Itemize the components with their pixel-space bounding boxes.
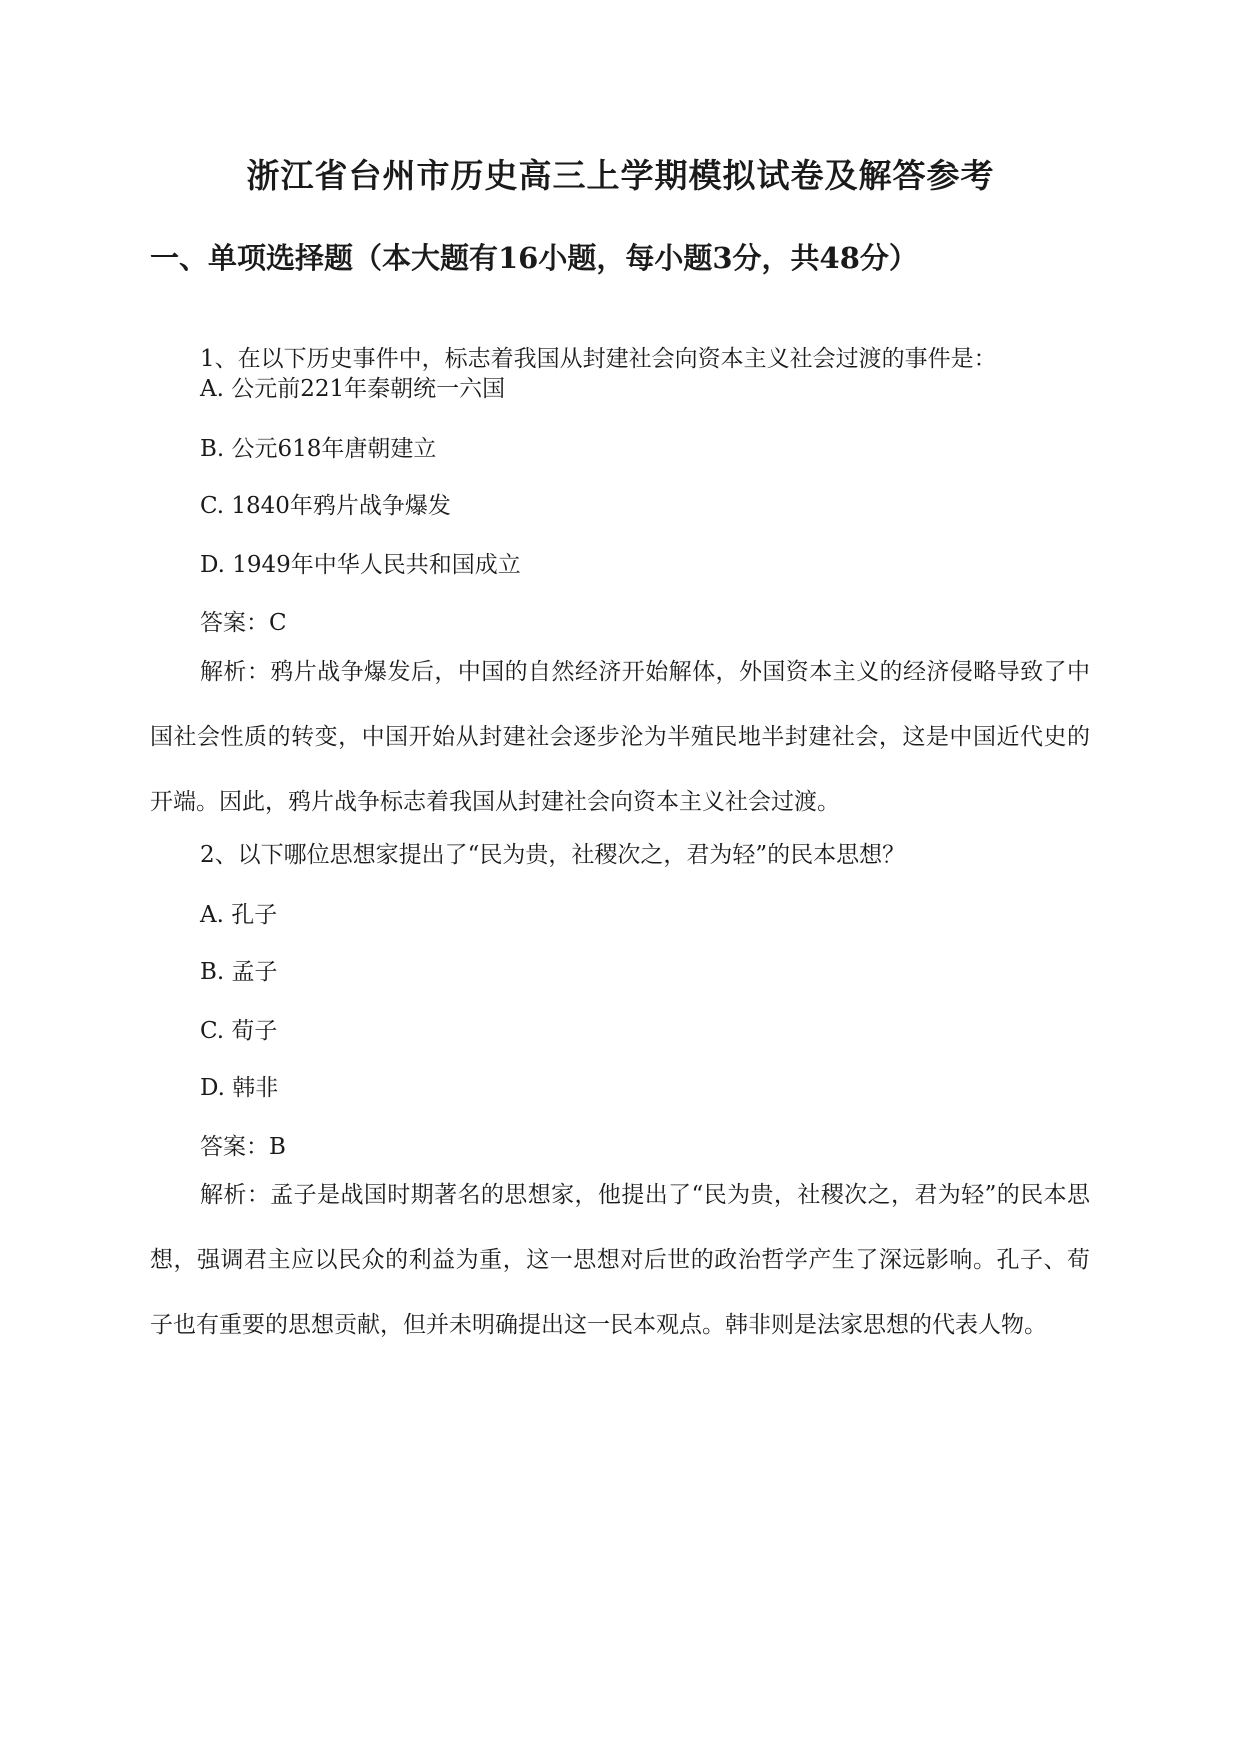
- question-2-option-c: C. 荀子: [200, 1018, 278, 1044]
- document-title: 浙江省台州市历史高三上学期模拟试卷及解答参考: [246, 156, 995, 195]
- question-1-explanation: 解析：鸦片战争爆发后，中国的自然经济开始解体，外国资本主义的经济侵略导致了中国社会性质的转变，中国开始从封建社会逐步沦为半殖民地半封建社会，这是中国近代史的开端。因此，鸦片战争标志着我国从封建社会向资本主义社会过渡。: [150, 659, 1090, 815]
- question-2-stem: 2、以下哪位思想家提出了“民为贵，社稷次之，君为轻”的民本思想？: [200, 842, 906, 868]
- question-2-option-a: A. 孔子: [200, 902, 278, 928]
- question-2-explanation: 解析：孟子是战国时期著名的思想家，他提出了“民为贵，社稷次之，君为轻”的民本思想，强调君主应以民众的利益为重，这一思想对后世的政治哲学产生了深远影响。孔子、荀子也有重要的思想贡献，但并未明确提出这一民本观点。韩非则是法家思想的代表人物。: [150, 1182, 1090, 1338]
- question-2-answer: 答案：B: [200, 1134, 286, 1160]
- question-1-stem: 1、在以下历史事件中，标志着我国从封建社会向资本主义社会过渡的事件是：: [200, 346, 997, 372]
- question-2-option-d: D. 韩非: [200, 1075, 279, 1101]
- question-2-option-b: B. 孟子: [200, 959, 278, 985]
- question-1-option-a: A. 公元前221年秦朝统一六国: [200, 376, 506, 402]
- section-heading: 一、单项选择题（本大题有16小题，每小题3分，共48分）: [150, 241, 918, 275]
- question-1-option-c: C. 1840年鸦片战争爆发: [200, 493, 451, 519]
- question-1-answer: 答案：C: [200, 610, 287, 636]
- question-1-option-d: D. 1949年中华人民共和国成立: [200, 552, 521, 578]
- question-1-option-b: B. 公元618年唐朝建立: [200, 436, 437, 462]
